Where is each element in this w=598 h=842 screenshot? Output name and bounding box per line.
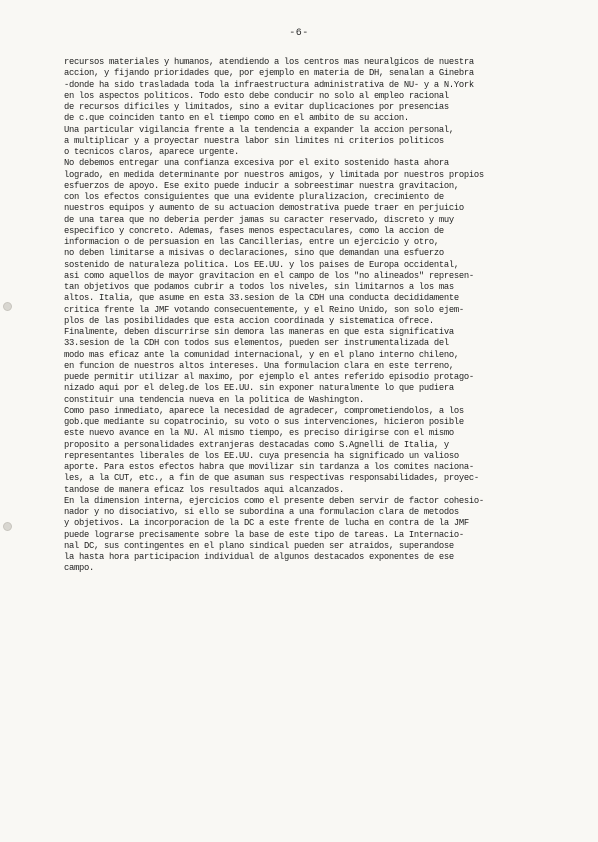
text-line: nizado aqui por el deleg.de los EE.UU. sin exponer naturalmente lo que pudiera xyxy=(64,383,454,394)
text-line: de recursos dificiles y limitados, sino a evitar duplicaciones por presencias xyxy=(64,102,449,112)
text-line: les, a la CUT, etc., a fin de que asuman sus respectivas responsabilidades, proyec- xyxy=(64,473,479,484)
text-line: la hasta hora participacion individual de algunos destacados exponentes de ese xyxy=(64,552,454,562)
text-line: asi como aquellos de mayor gravitacion en el campo de los "no alineados" represen- xyxy=(64,270,474,281)
text-line: proposito a personalidades extranjeras destacadas como S.Agnelli de Italia, y xyxy=(64,439,449,450)
text-line: puede permitir utilizar al maximo, por ejemplo el antes referido episodio protago- xyxy=(64,372,474,382)
text-line: En la dimension interna, ejercicios como el presente deben servir de factor cohesio- xyxy=(64,495,484,506)
text-line: critica frente la JMF votando consecuentemente, y el Reino Unido, son solo ejem- xyxy=(64,304,464,315)
text-line: 33.sesion de la CDH con todos sus elementos, pueden ser instrumentalizada del xyxy=(64,338,449,349)
text-line: No debemos entregar una confianza excesiva por el exito sostenido hasta ahora xyxy=(64,158,449,169)
punch-hole-mark xyxy=(3,302,12,311)
text-line: aporte. Para estos efectos habra que movilizar sin tardanza a los comites naciona- xyxy=(64,462,474,472)
text-line: logrado, en medida determinante por nuestros amigos, y limitada por nuestros propios xyxy=(64,169,484,180)
text-line: este nuevo avance en la NU. Al mismo tiempo, es preciso dirigirse con el mismo xyxy=(64,428,454,439)
text-line: tan objetivos que podamos cubrir a todos los niveles, sin limitarnos a los mas xyxy=(64,282,454,292)
body-text xyxy=(64,57,594,586)
text-line: en funcion de nuestros altos intereses. Una formulacion clara en este terreno, xyxy=(64,360,454,371)
text-line: de c.que coinciden tanto en el tiempo como en el ambito de su accion. xyxy=(64,113,409,124)
text-line: Una particular vigilancia frente a la tendencia a expander la accion personal, xyxy=(64,124,454,135)
text-line: -donde ha sido trasladada toda la infraestructura administrativa de NU- y a N.York xyxy=(64,79,474,90)
text-line: no deben limitarse a misivas o declaraciones, sino que demandan una esfuerzo xyxy=(64,248,444,259)
text-line: nal DC, sus contingentes en el plano sindical pueden ser atraidos, superandose xyxy=(64,540,454,551)
text-line xyxy=(64,575,594,586)
page-number: -6- xyxy=(289,28,309,39)
text-line: informacion o de persuasion en las Cancillerias, entre un ejercicio y otro, xyxy=(64,237,439,247)
text-line: campo. xyxy=(64,563,94,574)
text-line: plos de las posibilidades que esta accion coordinada y sistematica ofrece. xyxy=(64,315,434,326)
text-line: y objetivos. La incorporacion de la DC a este frente de lucha en contra de la JMF xyxy=(64,518,469,529)
text-line: accion, y fijando prioridades que, por ejemplo en materia de DH, senalan a Ginebra xyxy=(64,68,474,79)
text-line: constituir una tendencia nueva en la politica de Washington. xyxy=(64,394,364,405)
text-line: esfuerzos de apoyo. Ese exito puede inducir a sobreestimar nuestra gravitacion, xyxy=(64,180,459,191)
text-line: tandose de manera eficaz los resultados aqui alcanzados. xyxy=(64,484,344,495)
text-line: representantes liberales de los EE.UU. cuya presencia ha significado un valioso xyxy=(64,450,459,461)
text-line: recursos materiales y humanos, atendiendo a los centros mas neuralgicos de nuestra xyxy=(64,57,474,67)
text-line: altos. Italia, que asume en esta 33.sesion de la CDH una conducta decididamente xyxy=(64,293,459,304)
text-line: Como paso inmediato, aparece la necesidad de agradecer, comprometiendolos, a los xyxy=(64,405,464,416)
text-line: nuestros equipos y aumento de su actuacion demostrativa puede traer en perjuicio xyxy=(64,203,464,214)
text-line: sostenido de naturaleza politica. Los EE.UU. y los paises de Europa occidental, xyxy=(64,259,459,270)
text-line: modo mas eficaz ante la comunidad internacional, y en el plano interno chileno, xyxy=(64,349,459,360)
text-line: con los efectos consiguientes que una evidente pluralizacion, crecimiento de xyxy=(64,192,444,202)
text-line: Finalmente, deben discurrirse sin demora las maneras en que esta significativa xyxy=(64,327,454,337)
text-line: de una tarea que no deberia perder jamas su caracter reservado, discreto y muy xyxy=(64,214,454,225)
punch-hole-mark xyxy=(3,522,12,531)
text-line: a multiplicar y a proyectar nuestra labor sin limites ni criterios politicos xyxy=(64,135,444,146)
text-line: especifico y concreto. Ademas, fases menos espectaculares, como la accion de xyxy=(64,225,444,236)
text-line: o tecnicos claros, aparece urgente. xyxy=(64,147,239,157)
text-line: en los aspectos politicos. Todo esto debe conducir no solo al empleo racional xyxy=(64,90,449,101)
text-line: nador y no disociativo, si ello se subordina a una formulacion clara de metodos xyxy=(64,507,459,517)
text-line: puede lograrse precisamente sobre la base de este tipo de tareas. La Internacio- xyxy=(64,529,464,540)
text-line: gob.que mediante su copatrocinio, su voto o sus intervenciones, hicieron posible xyxy=(64,417,464,427)
